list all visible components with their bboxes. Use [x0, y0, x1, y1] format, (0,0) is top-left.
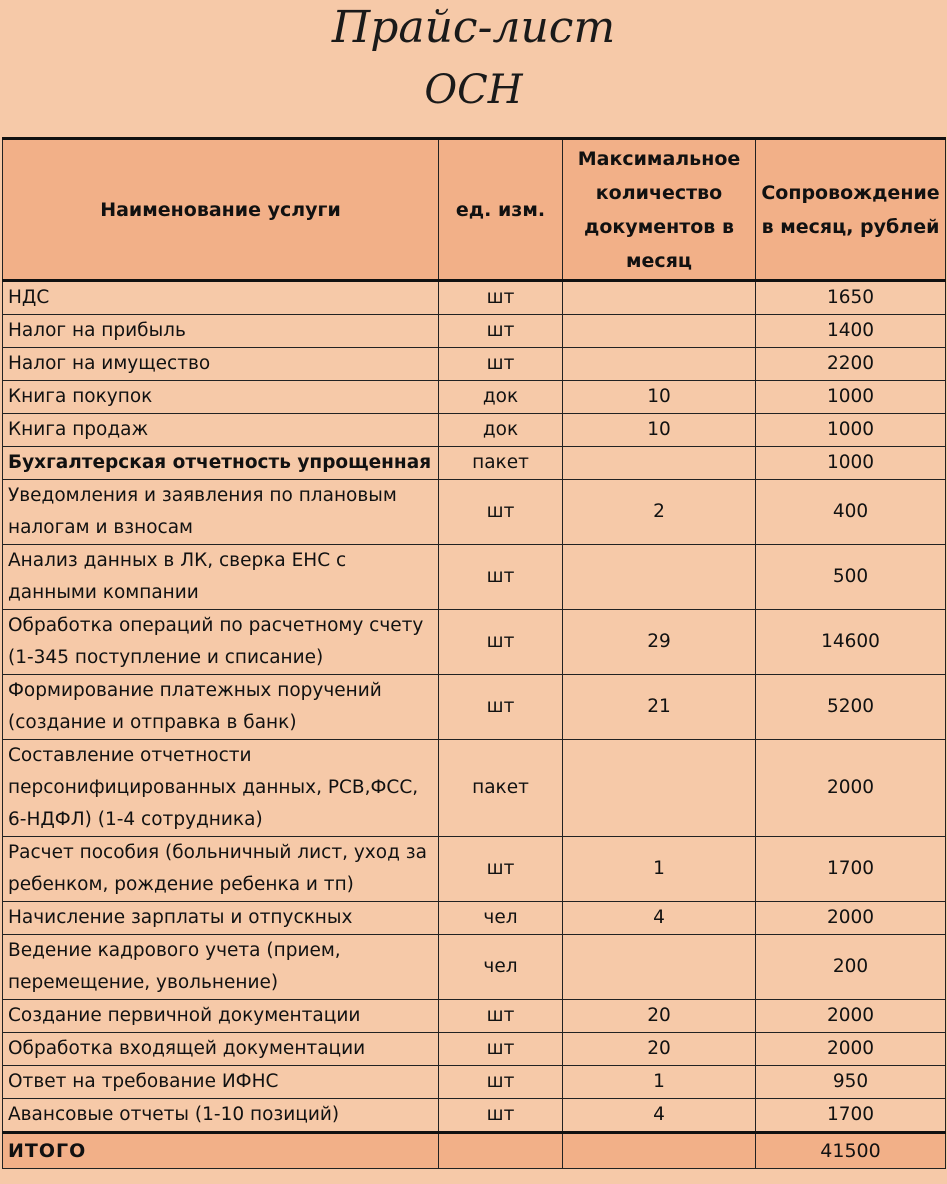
unit: пакет	[439, 447, 563, 480]
price: 500	[756, 545, 946, 610]
price: 1000	[756, 414, 946, 447]
total-row	[3, 1133, 946, 1169]
price-table	[2, 137, 946, 1169]
price: 2000	[756, 902, 946, 935]
service-name: Обработка входящей документации	[3, 1033, 439, 1066]
service-name: Расчет пособия (больничный лист, уход за ребенком, рождение ребенка и тп)	[3, 837, 439, 902]
price: 1700	[756, 1099, 946, 1133]
unit: шт	[439, 1000, 563, 1033]
table-row	[3, 935, 946, 1000]
service-name: Авансовые отчеты (1-10 позиций)	[3, 1099, 439, 1133]
table-row	[3, 447, 946, 480]
column-header-price: Сопровождение в месяц, рублей	[756, 139, 946, 281]
service-name: Формирование платежных поручений (создание и отправка в банк)	[3, 675, 439, 740]
max-docs: 2	[563, 480, 756, 545]
max-docs	[563, 447, 756, 480]
table-header-row	[3, 139, 946, 281]
unit: док	[439, 414, 563, 447]
unit: шт	[439, 545, 563, 610]
header	[0, 0, 947, 136]
max-docs: 29	[563, 610, 756, 675]
price: 950	[756, 1066, 946, 1099]
service-name: Книга покупок	[3, 381, 439, 414]
service-name: Книга продаж	[3, 414, 439, 447]
unit: шт	[439, 281, 563, 315]
table-row	[3, 1099, 946, 1133]
service-name: Бухгалтерская отчетность упрощенная	[3, 447, 439, 480]
table-row	[3, 480, 946, 545]
table-row	[3, 837, 946, 902]
unit: чел	[439, 902, 563, 935]
service-name: Налог на прибыль	[3, 315, 439, 348]
service-name: Налог на имущество	[3, 348, 439, 381]
total-docs-cell	[563, 1133, 756, 1169]
price: 1400	[756, 315, 946, 348]
price: 2000	[756, 1033, 946, 1066]
service-name: Начисление зарплаты и отпускных	[3, 902, 439, 935]
max-docs: 20	[563, 1033, 756, 1066]
max-docs	[563, 315, 756, 348]
table-row	[3, 675, 946, 740]
unit: шт	[439, 610, 563, 675]
table-row	[3, 1066, 946, 1099]
table-row	[3, 315, 946, 348]
price: 1000	[756, 381, 946, 414]
page-title: Прайс-лист	[331, 2, 616, 53]
max-docs	[563, 281, 756, 315]
table-row	[3, 1000, 946, 1033]
service-name: Ведение кадрового учета (прием, перемещение, увольнение)	[3, 935, 439, 1000]
table-row	[3, 381, 946, 414]
unit: шт	[439, 675, 563, 740]
table-row	[3, 545, 946, 610]
total-label: ИТОГО	[3, 1133, 439, 1169]
max-docs: 4	[563, 1099, 756, 1133]
service-name: Ответ на требование ИФНС	[3, 1066, 439, 1099]
price: 5200	[756, 675, 946, 740]
table-row	[3, 740, 946, 837]
max-docs: 10	[563, 381, 756, 414]
max-docs: 21	[563, 675, 756, 740]
price: 2200	[756, 348, 946, 381]
unit: шт	[439, 1099, 563, 1133]
unit: пакет	[439, 740, 563, 837]
price: 2000	[756, 740, 946, 837]
unit: шт	[439, 1033, 563, 1066]
max-docs	[563, 740, 756, 837]
price: 2000	[756, 1000, 946, 1033]
column-header-max-docs: Максимальное количество документов в месяц	[563, 139, 756, 281]
total-price: 41500	[756, 1133, 946, 1169]
unit: шт	[439, 315, 563, 348]
price: 14600	[756, 610, 946, 675]
table-row	[3, 281, 946, 315]
unit: док	[439, 381, 563, 414]
price: 400	[756, 480, 946, 545]
column-header-service: Наименование услуги	[3, 139, 439, 281]
page-subtitle: ОСН	[424, 67, 523, 113]
service-name: Уведомления и заявления по плановым налогам и взносам	[3, 480, 439, 545]
unit: шт	[439, 480, 563, 545]
max-docs: 10	[563, 414, 756, 447]
max-docs	[563, 348, 756, 381]
table-row	[3, 610, 946, 675]
max-docs	[563, 545, 756, 610]
max-docs: 4	[563, 902, 756, 935]
max-docs: 20	[563, 1000, 756, 1033]
unit: шт	[439, 1066, 563, 1099]
table-row	[3, 348, 946, 381]
unit: чел	[439, 935, 563, 1000]
price: 200	[756, 935, 946, 1000]
max-docs: 1	[563, 1066, 756, 1099]
service-name: Анализ данных в ЛК, сверка ЕНС с данными компании	[3, 545, 439, 610]
table-body	[3, 281, 946, 1133]
total-unit-cell	[439, 1133, 563, 1169]
column-header-unit: ед. изм.	[439, 139, 563, 281]
table-row	[3, 1033, 946, 1066]
service-name: НДС	[3, 281, 439, 315]
service-name: Обработка операций по расчетному счету (1-345 поступление и списание)	[3, 610, 439, 675]
unit: шт	[439, 348, 563, 381]
service-name: Составление отчетности персонифицированных данных, РСВ,ФСС, 6-НДФЛ) (1-4 сотрудника)	[3, 740, 439, 837]
price: 1650	[756, 281, 946, 315]
table-row	[3, 414, 946, 447]
table-row	[3, 902, 946, 935]
service-name: Создание первичной документации	[3, 1000, 439, 1033]
price: 1700	[756, 837, 946, 902]
unit: шт	[439, 837, 563, 902]
max-docs	[563, 935, 756, 1000]
price: 1000	[756, 447, 946, 480]
max-docs: 1	[563, 837, 756, 902]
